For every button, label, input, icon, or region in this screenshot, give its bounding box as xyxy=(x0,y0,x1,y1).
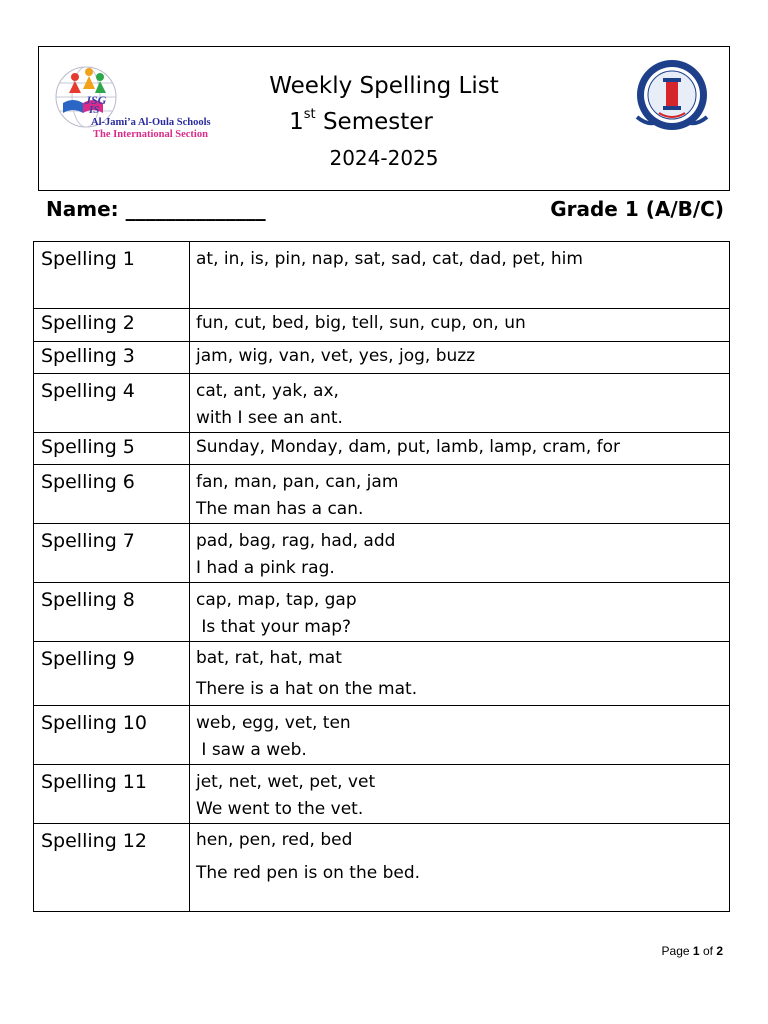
header-box xyxy=(38,46,730,191)
spelling-label: Spelling 3 xyxy=(34,342,190,374)
practice-sentence: I saw a web. xyxy=(196,740,307,760)
logo-school-name: Al-Jami’a Al-Oula Schools xyxy=(91,117,211,128)
semester-number: 1 xyxy=(289,109,304,135)
practice-sentence: The man has a can. xyxy=(196,499,364,519)
spelling-words xyxy=(190,765,730,824)
word-list: hen, pen, red, bed xyxy=(196,830,353,850)
practice-sentence: I had a pink rag. xyxy=(196,558,335,578)
table-row xyxy=(34,524,730,583)
spelling-words xyxy=(190,433,730,465)
table-row xyxy=(34,583,730,642)
school-crest xyxy=(629,55,715,135)
semester-word: Semester xyxy=(322,109,433,135)
table-row xyxy=(34,642,730,706)
table-row xyxy=(34,374,730,433)
grade-label: Grade 1 (A/B/C) xyxy=(550,197,724,221)
word-list: jam, wig, van, vet, yes, jog, buzz xyxy=(196,346,476,366)
spelling-words xyxy=(190,642,730,706)
semester-ordinal: st xyxy=(303,107,316,123)
word-list: fun, cut, bed, big, tell, sun, cup, on, un xyxy=(196,313,526,333)
table-row xyxy=(34,342,730,374)
practice-sentence: The red pen is on the bed. xyxy=(196,863,421,883)
practice-sentence: We went to the vet. xyxy=(196,799,364,819)
school-year: 2024-2025 xyxy=(329,146,439,170)
spelling-words xyxy=(190,374,730,433)
spelling-words xyxy=(190,465,730,524)
page-total: 2 xyxy=(716,944,723,958)
word-list: at, in, is, pin, nap, sat, sad, cat, dad, pet, him xyxy=(196,249,583,269)
word-list: jet, net, wet, pet, vet xyxy=(196,772,376,792)
spelling-label: Spelling 8 xyxy=(34,583,190,642)
word-list: web, egg, vet, ten xyxy=(196,713,351,733)
page-word: Page xyxy=(661,944,690,958)
spelling-words xyxy=(190,309,730,342)
spelling-label: Spelling 1 xyxy=(34,242,190,309)
school-crest-icon xyxy=(629,55,715,135)
spelling-words xyxy=(190,242,730,309)
table-row xyxy=(34,242,730,309)
spelling-label: Spelling 7 xyxy=(34,524,190,583)
page-of-word: of xyxy=(702,944,713,958)
spelling-words xyxy=(190,583,730,642)
logo-section-name: The International Section xyxy=(93,129,208,140)
spelling-words xyxy=(190,342,730,374)
spelling-label: Spelling 6 xyxy=(34,465,190,524)
spelling-label: Spelling 12 xyxy=(34,824,190,912)
spelling-words xyxy=(190,706,730,765)
spelling-label: Spelling 5 xyxy=(34,433,190,465)
spelling-table xyxy=(33,241,730,912)
practice-sentence: with I see an ant. xyxy=(196,408,343,428)
spelling-label: Spelling 9 xyxy=(34,642,190,706)
page-number xyxy=(662,944,723,958)
spelling-label: Spelling 10 xyxy=(34,706,190,765)
table-row xyxy=(34,309,730,342)
word-list: pad, bag, rag, had, add xyxy=(196,531,396,551)
student-name-field: Name: ______________ xyxy=(46,197,266,221)
spelling-words xyxy=(190,824,730,912)
table-row xyxy=(34,433,730,465)
word-list: Sunday, Monday, dam, put, lamb, lamp, cram, for xyxy=(196,437,621,457)
word-list: fan, man, pan, can, jam xyxy=(196,472,399,492)
page-current: 1 xyxy=(692,944,700,958)
spelling-label: Spelling 11 xyxy=(34,765,190,824)
logo-jsg-text: JSG xyxy=(85,93,107,107)
word-list: bat, rat, hat, mat xyxy=(196,648,342,668)
spelling-label: Spelling 4 xyxy=(34,374,190,433)
logo-is-text: IS xyxy=(89,104,100,116)
practice-sentence: There is a hat on the mat. xyxy=(196,679,418,699)
table-row xyxy=(34,824,730,912)
table-row xyxy=(34,706,730,765)
spelling-words xyxy=(190,524,730,583)
spelling-label: Spelling 2 xyxy=(34,309,190,342)
practice-sentence: Is that your map? xyxy=(196,617,352,637)
page-title: Weekly Spelling List xyxy=(269,73,499,99)
table-row xyxy=(34,765,730,824)
semester-title xyxy=(0,109,729,135)
word-list: cap, map, tap, gap xyxy=(196,590,357,610)
table-row xyxy=(34,465,730,524)
word-list: cat, ant, yak, ax, xyxy=(196,381,339,401)
